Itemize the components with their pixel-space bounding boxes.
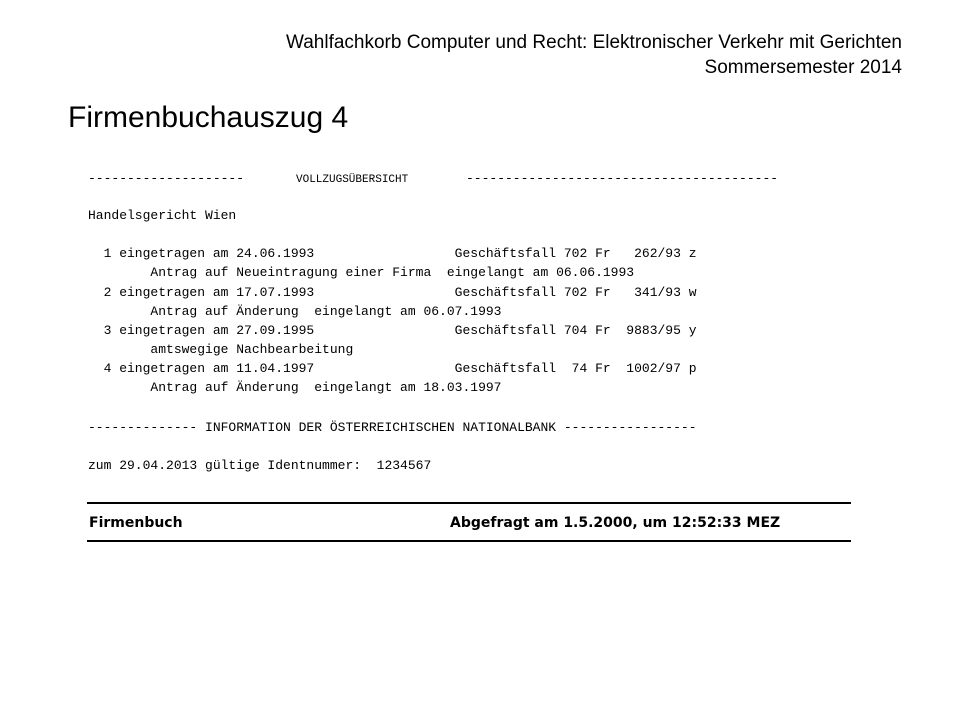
slide-header <box>286 30 902 80</box>
court-name: Handelsgericht Wien <box>88 208 237 223</box>
page-title: Firmenbuchauszug 4 <box>68 101 349 134</box>
section-heading-oenb: -------------- INFORMATION DER ÖSTERREICHISCHEN NATIONALBANK ----------------- <box>88 420 697 435</box>
entry-detail: Antrag auf Änderung eingelangt am 18.03.1997 <box>88 380 502 395</box>
section-divider-right: ---------------------------------------- <box>466 171 779 186</box>
course-title: Wahlfachkorb Computer und Recht: Elektronischer Verkehr mit Gerichten <box>285 32 902 53</box>
section-heading-vollzug: VOLLZUGSÜBERSICHT <box>296 174 409 186</box>
footer-query-time: Abgefragt am 1.5.2000, um 12:52:33 MEZ <box>450 515 781 531</box>
section-divider-left: -------------------- <box>88 171 245 186</box>
semester: Sommersemester 2014 <box>704 57 902 78</box>
entry-line: 4 eingetragen am 11.04.1997 Geschäftsfall 74 Fr 1002/97 p <box>88 361 697 376</box>
footer-bottom-rule <box>87 540 851 542</box>
entry-detail: Antrag auf Änderung eingelangt am 06.07.1993 <box>88 304 502 319</box>
entry-line: 3 eingetragen am 27.09.1995 Geschäftsfall 704 Fr 9883/95 y <box>88 323 697 338</box>
entry-detail: amtswegige Nachbearbeitung <box>88 342 354 357</box>
footer-top-rule <box>87 502 851 504</box>
footer-source: Firmenbuch <box>89 515 183 531</box>
entry-detail: Antrag auf Neueintragung einer Firma eingelangt am 06.06.1993 <box>88 265 635 280</box>
entry-line: 2 eingetragen am 17.07.1993 Geschäftsfall 702 Fr 341/93 w <box>88 285 697 300</box>
entry-line: 1 eingetragen am 24.06.1993 Geschäftsfall 702 Fr 262/93 z <box>88 246 697 261</box>
ident-number: zum 29.04.2013 gültige Identnummer: 1234567 <box>88 458 432 473</box>
